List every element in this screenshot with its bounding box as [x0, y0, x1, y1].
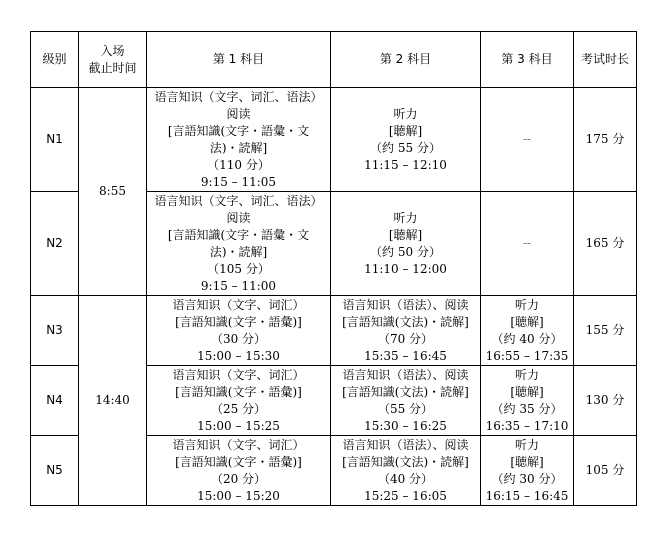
cell-line: 16:55 – 17:35: [485, 348, 569, 363]
header-subject1: 第 1 科目: [147, 32, 331, 88]
subject1-cell: [147, 436, 331, 506]
header-entry-line1: 入场: [100, 43, 125, 58]
level-cell: N2: [31, 192, 79, 296]
cell-line: 16:35 – 17:10: [485, 418, 569, 433]
duration-cell: 165 分: [574, 192, 637, 296]
cell-line: [聴解]: [510, 314, 544, 329]
cell-line: 语言知识（语法）、阅读: [342, 367, 469, 382]
cell-line: --: [522, 236, 532, 250]
level-cell: N5: [31, 436, 79, 506]
cell-line: （25 分）: [210, 401, 267, 416]
subject3-cell: [481, 366, 574, 436]
subject2-cell: [331, 88, 481, 192]
level-cell: N1: [31, 88, 79, 192]
cell-line: （约 50 分）: [370, 244, 441, 259]
cell-line: （20 分）: [210, 471, 267, 486]
subject3-cell: [481, 436, 574, 506]
subject2-cell: [331, 436, 481, 506]
cell-line: 9:15 – 11:00: [200, 278, 277, 293]
cell-line: （约 55 分）: [370, 140, 441, 155]
subject3-cell: [481, 192, 574, 296]
cell-line: （105 分）: [207, 261, 270, 276]
subject2-cell: [331, 366, 481, 436]
cell-line: [言語知識(文字・語彙・文: [167, 123, 310, 138]
cell-line: 语言知识（文字、词汇）: [172, 437, 305, 452]
cell-line: 11:15 – 12:10: [364, 157, 447, 172]
cell-line: （30 分）: [210, 331, 267, 346]
cell-line: （约 30 分）: [491, 471, 563, 486]
cell-line: （约 35 分）: [491, 401, 563, 416]
header-entry-line2: 截止时间: [88, 60, 137, 75]
cell-line: 15:00 – 15:25: [197, 418, 280, 433]
header-entry-deadline: [79, 32, 147, 88]
cell-line: 语言知识（文字、词汇）: [172, 297, 305, 312]
duration-cell: 175 分: [574, 88, 637, 192]
table-row: [31, 296, 637, 366]
cell-line: （约 40 分）: [491, 331, 563, 346]
cell-line: [聴解]: [510, 384, 544, 399]
cell-line: 阅读: [226, 106, 251, 121]
cell-line: [言語知識(文字・語彙・文: [167, 227, 310, 242]
cell-line: （70 分）: [377, 331, 434, 346]
cell-line: --: [522, 132, 532, 146]
header-row: [31, 32, 637, 88]
cell-line: [聴解]: [388, 123, 423, 138]
cell-line: 15:25 – 16:05: [364, 488, 447, 503]
level-cell: N4: [31, 366, 79, 436]
header-subject2: 第 2 科目: [331, 32, 481, 88]
duration-cell: 105 分: [574, 436, 637, 506]
cell-line: 语言知识（文字、词汇、语法）: [154, 193, 323, 208]
cell-line: 15:35 – 16:45: [364, 348, 447, 363]
subject3-cell: [481, 296, 574, 366]
cell-line: [言語知識(文法)・読解]: [342, 454, 469, 469]
duration-cell: 155 分: [574, 296, 637, 366]
cell-line: [聴解]: [388, 227, 423, 242]
header-level: 级别: [31, 32, 79, 88]
entry-time-cell: 8:55: [79, 88, 147, 296]
cell-line: [言語知識(文字・語彙)]: [175, 384, 302, 399]
cell-line: 语言知识（文字、词汇、语法）: [154, 89, 323, 104]
cell-line: [言語知識(文字・語彙)]: [175, 314, 302, 329]
cell-line: 语言知识（语法）、阅读: [342, 297, 469, 312]
cell-line: [言語知識(文法)・読解]: [342, 314, 469, 329]
cell-line: [言語知識(文字・語彙)]: [175, 454, 302, 469]
cell-line: 15:30 – 16:25: [364, 418, 447, 433]
cell-line: 9:15 – 11:05: [200, 174, 277, 189]
cell-line: 语言知识（文字、词汇）: [172, 367, 305, 382]
cell-line: [聴解]: [510, 454, 544, 469]
subject1-cell: [147, 296, 331, 366]
cell-line: 听力: [514, 437, 539, 452]
subject2-cell: [331, 192, 481, 296]
level-cell: N3: [31, 296, 79, 366]
cell-line: 法)・読解]: [209, 244, 268, 259]
subject2-cell: [331, 296, 481, 366]
cell-line: （55 分）: [377, 401, 434, 416]
cell-line: 法)・読解]: [209, 140, 268, 155]
cell-line: （110 分）: [207, 157, 270, 172]
subject1-cell: [147, 88, 331, 192]
cell-line: 11:10 – 12:00: [364, 261, 447, 276]
cell-line: （40 分）: [377, 471, 434, 486]
cell-line: [言語知識(文法)・読解]: [342, 384, 469, 399]
cell-line: 16:15 – 16:45: [485, 488, 569, 503]
header-subject3: 第 3 科目: [481, 32, 574, 88]
cell-line: 15:00 – 15:20: [197, 488, 280, 503]
cell-line: 听力: [393, 106, 418, 121]
cell-line: 听力: [514, 297, 539, 312]
subject1-cell: [147, 192, 331, 296]
duration-cell: 130 分: [574, 366, 637, 436]
cell-line: 15:00 – 15:30: [197, 348, 280, 363]
cell-line: 听力: [393, 210, 418, 225]
table-row: [31, 88, 637, 192]
cell-line: 阅读: [226, 210, 251, 225]
subject1-cell: [147, 366, 331, 436]
exam-schedule-table: [30, 31, 637, 506]
header-duration: 考试时长: [574, 32, 637, 88]
entry-time-cell: 14:40: [79, 296, 147, 506]
subject3-cell: [481, 88, 574, 192]
cell-line: 语言知识（语法）、阅读: [342, 437, 469, 452]
cell-line: 听力: [514, 367, 539, 382]
